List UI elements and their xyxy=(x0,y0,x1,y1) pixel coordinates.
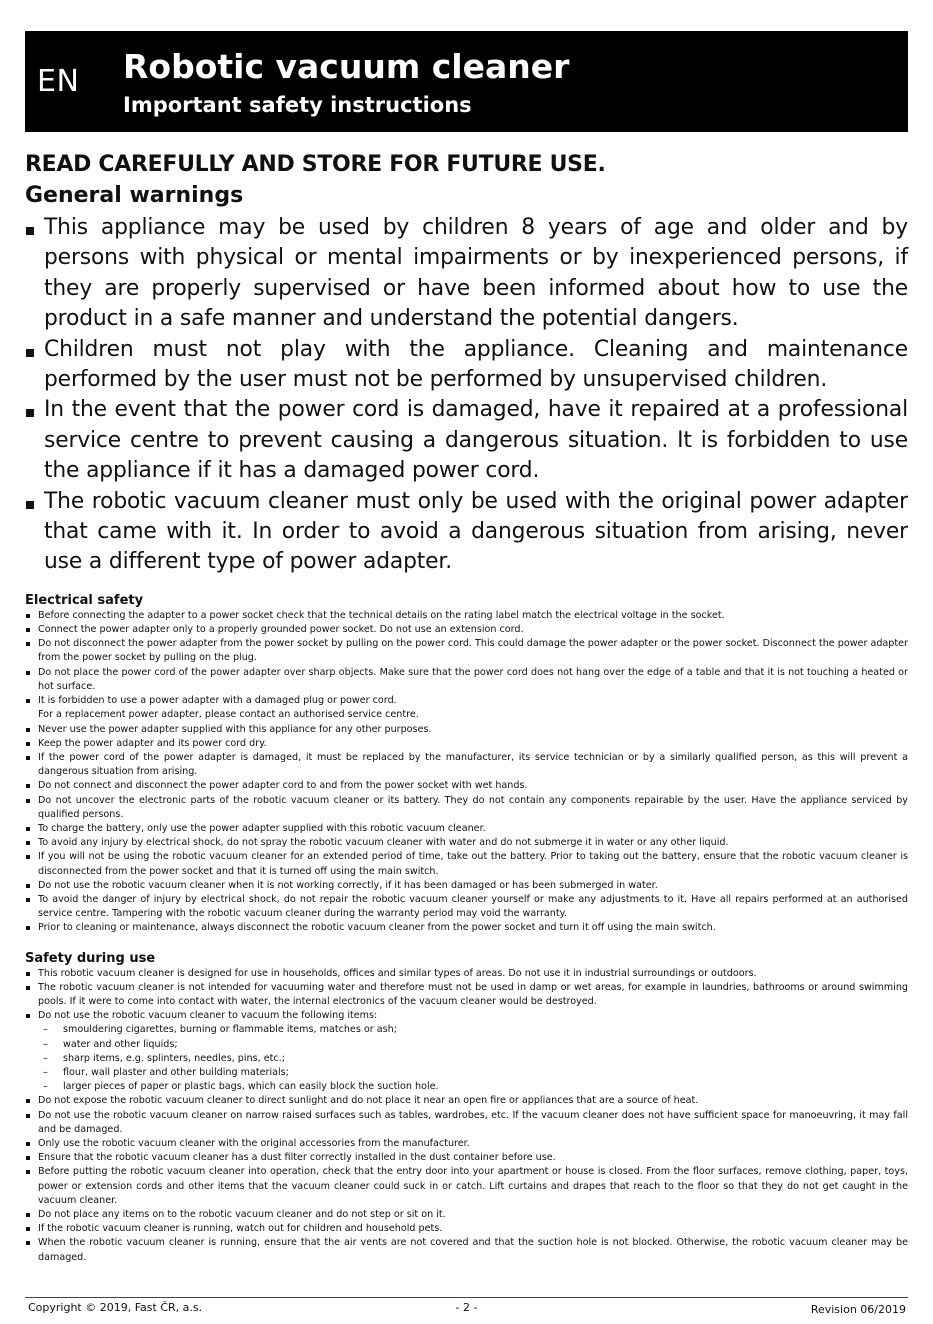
list-item-text: It is forbidden to use a power adapter with a damaged plug or power cord. xyxy=(38,695,397,707)
list-item xyxy=(25,1151,908,1165)
list-item-text: If the robotic vacuum cleaner is running, watch out for children and household pets. xyxy=(38,1223,443,1235)
dash-icon: – xyxy=(43,1038,48,1050)
list-item xyxy=(25,1165,908,1208)
list-item xyxy=(25,893,908,921)
general-warnings-heading: General warnings xyxy=(25,183,244,208)
sub-list-item-text: water and other liquids; xyxy=(63,1038,178,1050)
document-title: Robotic vacuum cleaner xyxy=(123,47,570,86)
bullet-icon xyxy=(26,1156,30,1160)
bullet-icon xyxy=(26,1114,30,1118)
bullet-icon xyxy=(26,972,30,976)
list-item xyxy=(25,836,908,850)
list-item-text: Do not disconnect the power adapter from the power socket by pulling on the power cord. This could damage the power adapter or the power socket. Disconnect the power adapter from the power socket by pulling on the plug. xyxy=(38,638,908,664)
list-item xyxy=(25,1009,908,1023)
bullet-icon xyxy=(26,349,34,357)
list-item-text: For a replacement power adapter, please contact an authorised service centre. xyxy=(38,709,419,721)
list-item-text: When the robotic vacuum cleaner is running, ensure that the air vents are not covered and that the suction hole is not blocked. Otherwise, the robotic vacuum cleaner may be damaged. xyxy=(38,1237,908,1263)
list-item xyxy=(25,609,908,623)
bullet-icon xyxy=(26,628,30,632)
sub-list-item-text: smouldering cigarettes, burning or flammable items, matches or ash; xyxy=(63,1024,397,1036)
bullet-icon xyxy=(26,501,34,509)
list-item-text: Do not use the robotic vacuum cleaner when it is not working correctly, if it has been damaged or has been submerged in water. xyxy=(38,879,658,891)
list-item xyxy=(25,1208,908,1222)
list-item xyxy=(25,723,908,737)
read-carefully-notice: READ CAREFULLY AND STORE FOR FUTURE USE. xyxy=(25,152,606,177)
list-item xyxy=(25,1137,908,1151)
bullet-icon xyxy=(26,728,30,732)
bullet-icon xyxy=(26,1170,30,1174)
dash-icon: – xyxy=(43,1024,48,1036)
list-item xyxy=(25,921,908,935)
list-item-text: Only use the robotic vacuum cleaner with the original accessories from the manufacturer. xyxy=(38,1137,470,1149)
bullet-icon xyxy=(26,1241,30,1245)
list-item-text: To avoid any injury by electrical shock, do not spray the robotic vacuum cleaner with water and do not submerge it in water or any other liquid. xyxy=(38,837,729,849)
bullet-icon xyxy=(26,227,34,235)
safety-during-use-list xyxy=(25,967,908,1265)
bullet-icon xyxy=(26,827,30,831)
general-warning-item xyxy=(25,335,908,396)
list-item xyxy=(25,1222,908,1236)
bullet-icon xyxy=(26,1099,30,1103)
sub-list-item xyxy=(25,1023,908,1037)
list-item xyxy=(25,967,908,981)
bullet-icon xyxy=(26,1142,30,1146)
list-item-text: Prior to cleaning or maintenance, always disconnect the robotic vacuum cleaner from the power socket and turn it off using the main switch. xyxy=(38,922,716,934)
sub-list-item xyxy=(25,1080,908,1094)
bullet-icon xyxy=(26,671,30,675)
dash-icon: – xyxy=(43,1052,48,1064)
general-warnings-list xyxy=(25,213,908,578)
bullet-icon xyxy=(26,898,30,902)
list-item-text: To avoid the danger of injury by electrical shock, do not repair the robotic vacuum cleaner yourself or make any adjustments to it. Have all repairs performed at an authorised service centre. Tampering with the robotic vacuum cleaner during the warranty period may void the warranty. xyxy=(38,893,908,920)
dash-icon: – xyxy=(43,1066,48,1078)
bullet-icon xyxy=(26,841,30,845)
dash-icon: – xyxy=(43,1081,48,1093)
list-item-text: If the power cord of the power adapter is damaged, it must be replaced by the manufacturer, its service technician or by a similarly qualified person, as this will prevent a dangerous situation from arising. xyxy=(38,751,908,778)
document-body xyxy=(25,150,908,1265)
bullet-icon xyxy=(26,926,30,930)
electrical-safety-list xyxy=(25,609,908,936)
footer-divider xyxy=(25,1297,908,1298)
list-item-text: Do not use the robotic vacuum cleaner on narrow raised surfaces such as tables, wardrobes, etc. If the vacuum cleaner does not have sufficient space for manoeuvring, it may fall and be damaged. xyxy=(38,1109,908,1135)
bullet-icon xyxy=(26,1227,30,1231)
list-item-text: This robotic vacuum cleaner is designed for use in households, offices and similar types of areas. Do not use it in industrial surroundings or outdoors. xyxy=(38,967,757,979)
list-item xyxy=(25,637,908,665)
bullet-icon xyxy=(26,742,30,746)
general-warning-text: This appliance may be used by children 8 years of age and older and by persons with physical or mental impairments or by inexperienced persons, if they are properly supervised or have been informed about how to use the product in a safe manner and understand the potential dangers. xyxy=(44,215,908,332)
list-item-text: If you will not be using the robotic vacuum cleaner for an extended period of time, take out the battery. Prior to taking out the battery, ensure that the robotic vacuum cleaner is disconnected from the power socket and that it is turned off using the main switch. xyxy=(38,851,908,877)
bullet-icon xyxy=(26,756,30,760)
list-item-text: Ensure that the robotic vacuum cleaner has a dust filter correctly installed in the dust container before use. xyxy=(38,1152,556,1164)
copyright-text: Copyright © 2019, Fast ČR, a.s. xyxy=(28,1301,203,1314)
safety-during-use-section xyxy=(25,950,908,1265)
bullet-icon xyxy=(26,1213,30,1217)
list-item-continuation xyxy=(25,708,908,722)
list-item-text: Before putting the robotic vacuum cleaner into operation, check that the entry door into your apartment or house is closed. From the floor surfaces, remove clothing, paper, toys, power or extension cords and other items that the vacuum cleaner could suck in or catch. Lift curtains and drapes that reach to the floor so that they do not get caught in the vacuum cleaner. xyxy=(38,1166,908,1206)
document-subtitle: Important safety instructions xyxy=(123,93,472,117)
bullet-icon xyxy=(26,799,30,803)
list-item xyxy=(25,1094,908,1108)
bullet-icon xyxy=(26,855,30,859)
list-item xyxy=(25,694,908,708)
bullet-icon xyxy=(26,699,30,703)
list-item-text: Before connecting the adapter to a power socket check that the technical details on the rating label match the electrical voltage in the socket. xyxy=(38,609,725,621)
list-item-text: Do not uncover the electronic parts of the robotic vacuum cleaner or its battery. They do not contain any components repairable by the user. Have the appliance serviced by qualified persons. xyxy=(38,794,908,820)
list-item xyxy=(25,751,908,779)
bullet-icon xyxy=(26,784,30,788)
list-item xyxy=(25,981,908,1009)
list-item xyxy=(25,737,908,751)
list-item xyxy=(25,850,908,878)
list-item xyxy=(25,1109,908,1137)
list-item xyxy=(25,822,908,836)
general-warning-text: Children must not play with the appliance. Cleaning and maintenance performed by the user must not be performed by unsupervised children. xyxy=(44,336,908,393)
list-item-text: Do not connect and disconnect the power adapter cord to and from the power socket with wet hands. xyxy=(38,780,528,792)
list-item-text: Keep the power adapter and its power cord dry. xyxy=(38,737,267,749)
general-warning-text: The robotic vacuum cleaner must only be used with the original power adapter that came with it. In order to avoid a dangerous situation from arising, never use a different type of power adapter. xyxy=(44,488,908,575)
bullet-icon xyxy=(26,986,30,990)
list-item-text: Do not place the power cord of the power adapter over sharp objects. Make sure that the power cord does not hang over the edge of a table and that it is not touching a heated or hot surface. xyxy=(38,666,908,692)
bullet-icon xyxy=(26,642,30,646)
header-banner xyxy=(25,31,908,132)
general-warning-item xyxy=(25,213,908,335)
list-item-text: To charge the battery, only use the power adapter supplied with this robotic vacuum cleaner. xyxy=(38,822,486,834)
general-warning-text: In the event that the power cord is damaged, have it repaired at a professional service centre to prevent causing a dangerous situation. It is forbidden to use the appliance if it has a damaged power cord. xyxy=(44,397,908,484)
bullet-icon xyxy=(26,1014,30,1018)
general-warning-item xyxy=(25,395,908,486)
safety-during-use-heading: Safety during use xyxy=(25,950,156,966)
list-item-text: The robotic vacuum cleaner is not intended for vacuuming water and therefore must not be used in damp or wet areas, for example in laundries, bathrooms or around swimming pools. If it were to come into contact with water, the internal electronics of the vacuum cleaner would be destroyed. xyxy=(38,981,908,1007)
general-warning-item xyxy=(25,487,908,578)
list-item-text: Do not place any items on to the robotic vacuum cleaner and do not step or sit on it. xyxy=(38,1209,446,1220)
sub-list-item-text: larger pieces of paper or plastic bags, which can easily block the suction hole. xyxy=(63,1081,439,1093)
list-item xyxy=(25,623,908,637)
language-code: EN xyxy=(37,64,80,99)
list-item xyxy=(25,879,908,893)
list-item-text: Connect the power adapter only to a properly grounded power socket. Do not use an extension cord. xyxy=(38,624,524,636)
sub-list-item xyxy=(25,1066,908,1080)
list-item xyxy=(25,666,908,694)
list-item-text: Do not expose the robotic vacuum cleaner to direct sunlight and do not place it near an open fire or appliances that are a source of heat. xyxy=(38,1095,699,1107)
sub-list-item-text: sharp items, e.g. splinters, needles, pins, etc.; xyxy=(63,1052,285,1064)
list-item-text: Never use the power adapter supplied with this appliance for any other purposes. xyxy=(38,723,432,735)
list-item-text: Do not use the robotic vacuum cleaner to vacuum the following items: xyxy=(38,1010,378,1022)
revision-text: Revision 06/2019 xyxy=(810,1303,906,1316)
bullet-icon xyxy=(26,409,34,417)
sub-list-item-text: flour, wall plaster and other building materials; xyxy=(63,1066,289,1078)
bullet-icon xyxy=(26,614,30,618)
list-item xyxy=(25,1236,908,1264)
list-item xyxy=(25,779,908,793)
electrical-safety-heading: Electrical safety xyxy=(25,592,144,608)
electrical-safety-section xyxy=(25,592,908,936)
sub-list-item xyxy=(25,1052,908,1066)
list-item xyxy=(25,794,908,822)
bullet-icon xyxy=(26,884,30,888)
sub-list-item xyxy=(25,1038,908,1052)
page-number: - 2 - xyxy=(455,1301,478,1314)
